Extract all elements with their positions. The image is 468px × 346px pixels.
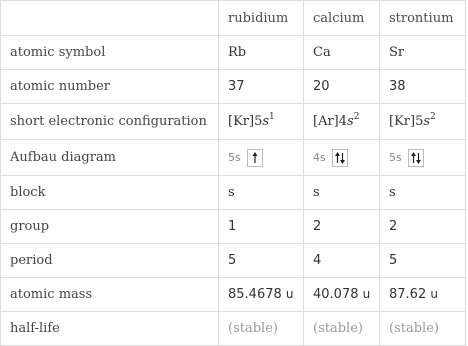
mass-value: 87.62 — [389, 287, 427, 302]
cell-ca-half-life: (stable) — [304, 312, 380, 346]
cell-rb-atomic-number: 37 — [219, 70, 304, 104]
config-count: 2 — [353, 112, 360, 122]
row-label-aufbau: Aufbau diagram — [1, 140, 219, 176]
row-label-atomic-mass: atomic mass — [1, 278, 219, 312]
mass-unit: u — [285, 287, 294, 301]
row-label-block: block — [1, 176, 219, 210]
cell-ca-atomic-number: 20 — [304, 70, 380, 104]
cell-ca-group: 2 — [304, 210, 380, 244]
cell-ca-aufbau — [304, 140, 380, 176]
cell-sr-symbol: Sr — [380, 36, 466, 70]
mass-unit: u — [430, 287, 438, 301]
table-row — [1, 104, 466, 140]
cell-rb-symbol: Rb — [219, 36, 304, 70]
orbital-box — [332, 149, 348, 167]
table-row — [1, 70, 466, 104]
column-header-rubidium: rubidium — [219, 1, 304, 36]
cell-rb-group: 1 — [219, 210, 304, 244]
config-core: [Kr]5 — [228, 114, 263, 129]
config-count: 2 — [430, 112, 436, 122]
spin-up-arrow-icon — [411, 152, 416, 156]
cell-sr-aufbau — [380, 140, 466, 176]
spin-down-arrow-icon — [340, 160, 345, 164]
mass-value: 85.4678 — [228, 287, 282, 302]
config-orbital: s — [347, 114, 354, 129]
mass-unit: u — [362, 287, 371, 301]
row-label-configuration: short electronic configuration — [1, 104, 219, 140]
table-row — [1, 210, 466, 244]
cell-sr-block: s — [380, 176, 466, 210]
header-row — [1, 1, 466, 36]
cell-rb-half-life: (stable) — [219, 312, 304, 346]
cell-rb-configuration — [219, 104, 304, 140]
row-label-atomic-number: atomic number — [1, 70, 219, 104]
cell-sr-atomic-mass — [380, 278, 466, 312]
row-label-group: group — [1, 210, 219, 244]
row-label-period: period — [1, 244, 219, 278]
table-row — [1, 244, 466, 278]
cell-sr-configuration — [380, 104, 466, 140]
row-label-atomic-symbol: atomic symbol — [1, 36, 219, 70]
orbital-box — [408, 149, 424, 167]
cell-sr-group: 2 — [380, 210, 466, 244]
orbital-label: 5s — [228, 151, 241, 164]
table-row — [1, 312, 466, 346]
corner-cell — [1, 1, 219, 36]
cell-rb-atomic-mass — [219, 278, 304, 312]
cell-ca-block: s — [304, 176, 380, 210]
config-count: 1 — [269, 112, 275, 122]
table-row — [1, 176, 466, 210]
column-header-calcium: calcium — [304, 1, 380, 36]
cell-sr-half-life: (stable) — [380, 312, 466, 346]
spin-up-arrow-icon — [252, 152, 257, 156]
config-core: [Ar]4 — [313, 114, 348, 129]
config-orbital: s — [262, 114, 270, 129]
table-row — [1, 36, 466, 70]
cell-sr-period: 5 — [380, 244, 466, 278]
orbital-box — [247, 149, 263, 167]
orbital-label: 5s — [389, 151, 402, 164]
table-row — [1, 278, 466, 312]
cell-rb-block: s — [219, 176, 304, 210]
spin-down-arrow-icon — [416, 160, 421, 164]
orbital-label: 4s — [313, 151, 326, 164]
cell-rb-aufbau — [219, 140, 304, 176]
column-header-strontium: strontium — [380, 1, 466, 36]
table-row — [1, 140, 466, 176]
mass-value: 40.078 — [313, 287, 359, 302]
cell-ca-symbol: Ca — [304, 36, 380, 70]
cell-rb-period: 5 — [219, 244, 304, 278]
cell-ca-period: 4 — [304, 244, 380, 278]
config-core: [Kr]5 — [389, 114, 424, 129]
cell-ca-atomic-mass — [304, 278, 380, 312]
cell-sr-atomic-number: 38 — [380, 70, 466, 104]
cell-ca-configuration — [304, 104, 380, 140]
spin-up-arrow-icon — [335, 152, 340, 156]
row-label-half-life: half-life — [1, 312, 219, 346]
config-orbital: s — [423, 114, 431, 129]
